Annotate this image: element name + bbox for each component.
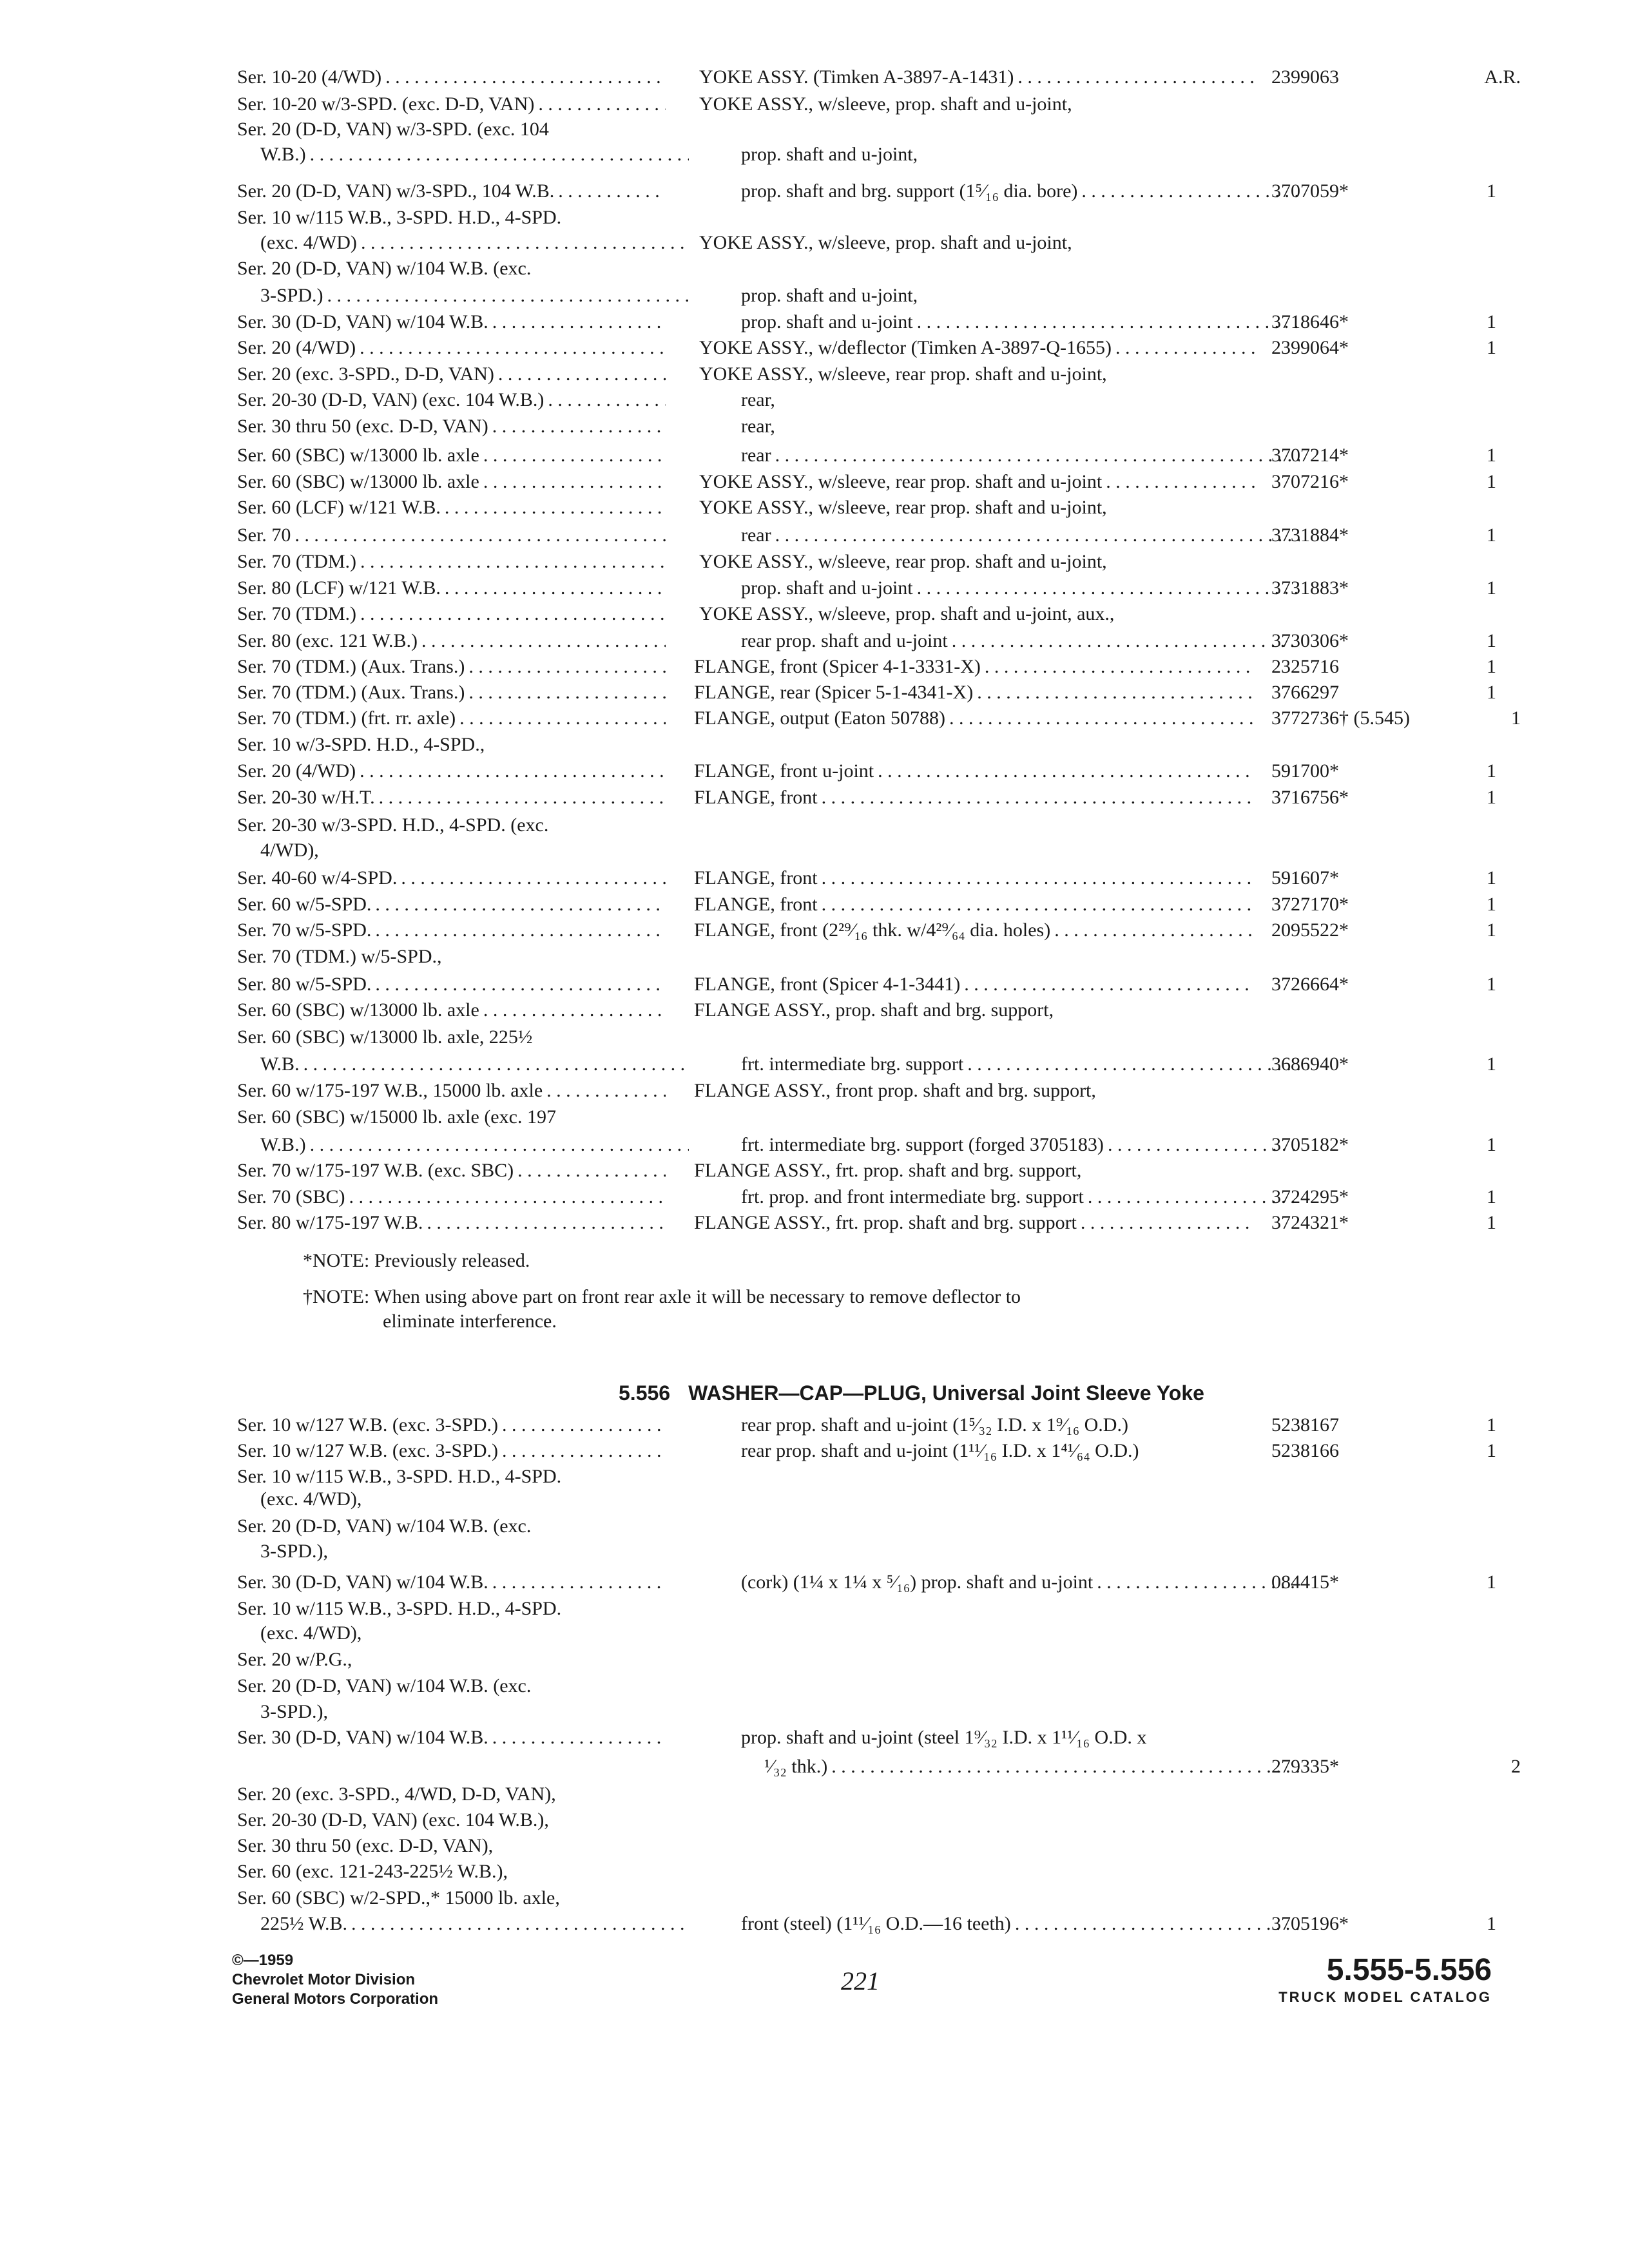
table-row: Ser. 70 w/5-SPD. . . . FLANGE, front (2²⁹⁄₁₆ thk. w/4²⁹⁄₆₄ dia. holes) . . . 2095522* 1 (0, 918, 1629, 943)
table-row: W.B.) . . . prop. shaft and u-joint, (0, 142, 1629, 168)
table-row: Ser. 30 (D-D, VAN) w/104 W.B. . . . prop. shaft and u-joint (steel 1⁹⁄₃₂ I.D. x 1¹¹⁄₁₆ O.D. x (0, 1725, 1629, 1751)
table-row: Ser. 70 (TDM.) (frt. rr. axle) . . . FLANGE, output (Eaton 50788) . . . 3772736† (5.545) 1 (0, 706, 1629, 731)
table-row: Ser. 10 w/115 W.B., 3-SPD. H.D., 4-SPD. (237, 1466, 562, 1487)
table-row: Ser. 20 (exc. 3-SPD., D-D, VAN) . . . YOKE ASSY., w/sleeve, rear prop. shaft and u-joint, (0, 361, 1629, 387)
table-row: W.B.) . . . frt. intermediate brg. support (forged 3705183) . . . 3705182* 1 (0, 1132, 1629, 1158)
table-row: 4/WD), (260, 840, 319, 861)
table-row: Ser. 60 (SBC) w/13000 lb. axle . . . FLANGE ASSY., prop. shaft and brg. support, (0, 997, 1629, 1023)
footnote-previously-released: *NOTE: Previously released. (303, 1250, 530, 1271)
section-title: WASHER—CAP—PLUG, Universal Joint Sleeve Yoke (688, 1381, 1204, 1405)
table-row: Ser. 10-20 w/3-SPD. (exc. D-D, VAN) . . . YOKE ASSY., w/sleeve, prop. shaft and u-joint, (0, 91, 1629, 117)
table-row: Ser. 20 (D-D, VAN) w/3-SPD. (exc. 104 (237, 119, 549, 140)
table-row: Ser. 80 (LCF) w/121 W.B. . . . prop. shaft and u-joint . . . 3731883* 1 (0, 575, 1629, 601)
table-row: Ser. 40-60 w/4-SPD. . . . FLANGE, front . . . 591607* 1 (0, 865, 1629, 891)
table-row: Ser. 60 (exc. 121-243-225½ W.B.), (237, 1861, 508, 1882)
publisher-block (232, 1951, 438, 2009)
table-row: ¹⁄₃₂ thk.) . . . 279335* 2 (0, 1754, 1629, 1780)
table-row: Ser. 10-20 (4/WD) . . . YOKE ASSY. (Timken A-3897-A-1431) . . . 2399063 A.R. (0, 64, 1629, 90)
table-row: 3-SPD.), (260, 1701, 329, 1722)
table-row: Ser. 80 w/5-SPD. . . . FLANGE, front (Spicer 4-1-3441) . . . 3726664* 1 (0, 972, 1629, 997)
table-row: Ser. 60 (LCF) w/121 W.B. . . . YOKE ASSY., w/sleeve, rear prop. shaft and u-joint, (0, 495, 1629, 521)
table-row: (exc. 4/WD), (260, 1488, 362, 1510)
table-row: Ser. 70 (TDM.) . . . YOKE ASSY., w/sleeve, prop. shaft and u-joint, aux., (0, 601, 1629, 627)
table-row: Ser. 70 (TDM.) w/5-SPD., (237, 946, 442, 967)
table-row: Ser. 30 (D-D, VAN) w/104 W.B. . . . prop. shaft and u-joint . . . 3718646* 1 (0, 309, 1629, 335)
table-row: Ser. 60 (SBC) w/13000 lb. axle . . . rear . . . 3707214* 1 (0, 443, 1629, 468)
section-heading (619, 1380, 1204, 1406)
table-row: W.B. . . . frt. intermediate brg. support . . . 3686940* 1 (0, 1052, 1629, 1077)
table-row: Ser. 20 (D-D, VAN) w/104 W.B. (exc. (237, 258, 532, 279)
table-row: Ser. 10 w/127 W.B. (exc. 3-SPD.) . . . rear prop. shaft and u-joint (1⁵⁄₃₂ I.D. x 1⁹⁄₁₆ O.D.) 5238167 1 (0, 1412, 1629, 1438)
table-row: Ser. 20-30 w/H.T. . . . FLANGE, front . . . 3716756* 1 (0, 785, 1629, 811)
page-number: 221 (841, 1966, 880, 1995)
table-row: Ser. 20-30 w/3-SPD. H.D., 4-SPD. (exc. (237, 814, 549, 836)
table-row: Ser. 70 (TDM.) . . . YOKE ASSY., w/sleeve, rear prop. shaft and u-joint, (0, 549, 1629, 575)
table-row: Ser. 60 (SBC) w/2-SPD.,* 15000 lb. axle, (237, 1887, 560, 1908)
section-range: 5.555-5.556 (1326, 1953, 1492, 1987)
footnote-deflector-continued: eliminate interference. (383, 1311, 557, 1332)
table-row: Ser. 30 thru 50 (exc. D-D, VAN), (237, 1835, 494, 1856)
table-row: Ser. 70 (SBC) . . . frt. prop. and front intermediate brg. support . . . 3724295* 1 (0, 1184, 1629, 1210)
table-row: Ser. 60 (SBC) w/13000 lb. axle, 225½ (237, 1026, 533, 1048)
catalog-name: TRUCK MODEL CATALOG (1278, 1989, 1492, 2005)
table-row: (exc. 4/WD), (260, 1622, 362, 1644)
section-number: 5.556 (619, 1381, 671, 1405)
table-row: Ser. 60 w/175-197 W.B., 15000 lb. axle . . . FLANGE ASSY., front prop. shaft and brg. support, (0, 1078, 1629, 1104)
table-row: Ser. 10 w/3-SPD. H.D., 4-SPD., (237, 734, 485, 755)
table-row: Ser. 10 w/115 W.B., 3-SPD. H.D., 4-SPD. (237, 1598, 562, 1619)
table-row: Ser. 20 w/P.G., (237, 1649, 352, 1670)
table-row: Ser. 20 (4/WD) . . . YOKE ASSY., w/deflector (Timken A-3897-Q-1655) . . . 2399064* 1 (0, 335, 1629, 361)
table-row: 3-SPD.), (260, 1541, 329, 1562)
table-row: Ser. 20 (D-D, VAN) w/104 W.B. (exc. (237, 1675, 532, 1696)
table-row: Ser. 30 (D-D, VAN) w/104 W.B. . . . (cork) (1¼ x 1¼ x ⁵⁄₁₆) prop. shaft and u-joint . . . 084415* 1 (0, 1570, 1629, 1595)
table-row: Ser. 80 w/175-197 W.B. . . . FLANGE ASSY., frt. prop. shaft and brg. support . . . 3724321* 1 (0, 1210, 1629, 1236)
table-row: 225½ W.B. . . . front (steel) (1¹¹⁄₁₆ O.D.—16 teeth) . . . 3705196* 1 (0, 1911, 1629, 1937)
table-row: Ser. 60 (SBC) w/13000 lb. axle . . . YOKE ASSY., w/sleeve, rear prop. shaft and u-joint . . . 3707216* 1 (0, 469, 1629, 495)
table-row: 3-SPD.) . . . prop. shaft and u-joint, (0, 283, 1629, 309)
table-row: Ser. 80 (exc. 121 W.B.) . . . rear prop. shaft and u-joint . . . 3730306* 1 (0, 628, 1629, 654)
footnote-deflector: †NOTE: When using above part on front rear axle it will be necessary to remove deflector to (303, 1286, 1021, 1307)
table-row: Ser. 20-30 (D-D, VAN) (exc. 104 W.B.), (237, 1809, 549, 1831)
table-row: Ser. 70 w/175-197 W.B. (exc. SBC) . . . FLANGE ASSY., frt. prop. shaft and brg. support, (0, 1158, 1629, 1184)
table-row: Ser. 70 (TDM.) (Aux. Trans.) . . . FLANGE, front (Spicer 4-1-3331-X) . . . 2325716 1 (0, 654, 1629, 680)
table-row: Ser. 70 . . . rear . . . 3731884* 1 (0, 523, 1629, 548)
corporation-name: General Motors Corporation (232, 1990, 439, 2008)
table-row: Ser. 30 thru 50 (exc. D-D, VAN) . . . rear, (0, 414, 1629, 439)
section-range-block (1278, 1952, 1492, 2006)
table-row: Ser. 20 (exc. 3-SPD., 4/WD, D-D, VAN), (237, 1783, 556, 1805)
table-row: Ser. 10 w/115 W.B., 3-SPD. H.D., 4-SPD. (237, 207, 562, 228)
table-row: Ser. 20 (4/WD) . . . FLANGE, front u-joint . . . 591700* 1 (0, 758, 1629, 784)
table-row: (exc. 4/WD) . . . YOKE ASSY., w/sleeve, prop. shaft and u-joint, (0, 230, 1629, 256)
table-row: Ser. 20-30 (D-D, VAN) (exc. 104 W.B.) . . . rear, (0, 387, 1629, 413)
table-row: Ser. 60 (SBC) w/15000 lb. axle (exc. 197 (237, 1106, 556, 1128)
copyright-notice: ©—1959 (232, 1952, 294, 1969)
table-row: Ser. 60 w/5-SPD. . . . FLANGE, front . . . 3727170* 1 (0, 892, 1629, 918)
table-row: Ser. 20 (D-D, VAN) w/104 W.B. (exc. (237, 1515, 532, 1537)
table-row: Ser. 20 (D-D, VAN) w/3-SPD., 104 W.B. . . . prop. shaft and brg. support (1⁵⁄₁₆ dia. bore) . . . 3707059* 1 (0, 178, 1629, 204)
table-row: Ser. 70 (TDM.) (Aux. Trans.) . . . FLANGE, rear (Spicer 5-1-4341-X) . . . 3766297 1 (0, 680, 1629, 706)
division-name: Chevrolet Motor Division (232, 1971, 416, 1988)
table-row: Ser. 10 w/127 W.B. (exc. 3-SPD.) . . . rear prop. shaft and u-joint (1¹¹⁄₁₆ I.D. x 1⁴¹⁄₆₄ O.D.) 5238166 1 (0, 1438, 1629, 1464)
